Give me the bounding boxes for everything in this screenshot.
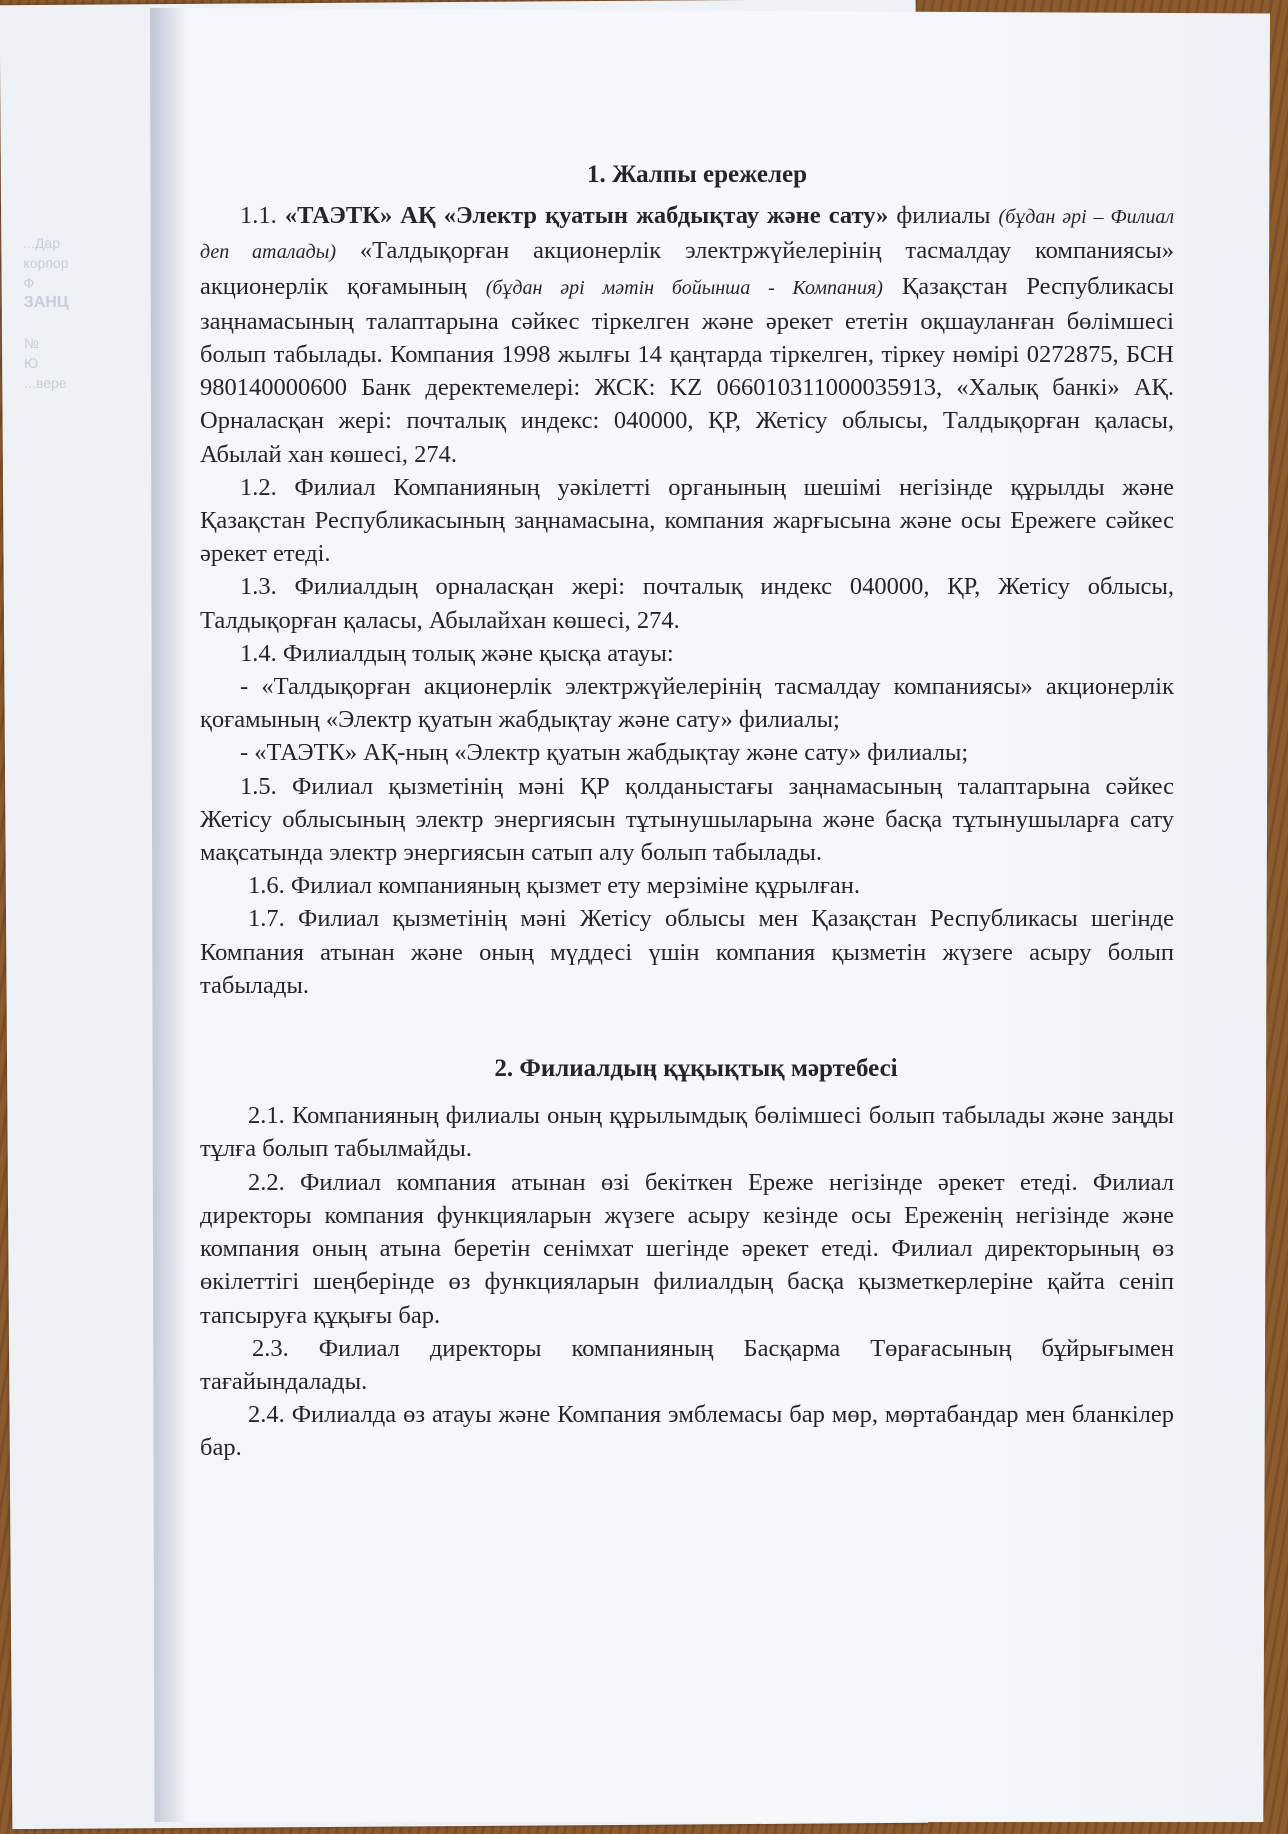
branch-short-name: - «ТАЭТК» АҚ-ның «Электр қуатын жабдықтау және сату» филиалы;	[240, 739, 969, 767]
italic-note: (бұдан әрі – Филиал деп аталады)	[200, 206, 1175, 264]
paragraph-1-1	[200, 199, 1174, 471]
paragraph-1-2: 1.2. Филиал Компанияның уәкілетті органының шешімі негізінде құрылды және Қазақстан Республикасының заңнамасына, компания жарғысына және осы Ережеге сәйкес әрекет етеді.	[200, 473, 1174, 568]
paragraph-1-7: 1.7. Филиал қызметінің мәні Жетісу облысы мен Қазақстан Республикасы шегінде Компания атынан және оның мүддесі үшін компания қызметін жүзеге асыру болып табылады.	[200, 905, 1174, 999]
paragraph-text: филиалы	[896, 202, 991, 230]
paragraph-text: «Талдықорған акционерлік электржүйелерінің тасмалдау компаниясы» акционерлік қоғамының	[200, 237, 1175, 300]
stamp-line: ...Дар	[23, 234, 61, 252]
paragraph-1-3: 1.3. Филиалдың орналасқан жері: почталық индекс 040000, ҚР, Жетісу облысы, Талдықорған қаласы, Абылайхан көшесі, 274.	[200, 573, 1174, 634]
paragraph-2-1: 2.1. Компанияның филиалы оның құрылымдық бөлімшесі болып табылады және заңды тұлға болып табылмайды.	[200, 1102, 1174, 1163]
paragraph-2-4: 2.4. Филиалда өз атауы және Компания эмблемасы бар мөр, мөртабандар мен бланкілер бар.	[200, 1401, 1174, 1462]
paragraph-1-6: 1.6. Филиал компанияның қызмет ету мерзіміне құрылған.	[248, 872, 860, 900]
paragraph-text: Қазақстан Республикасы заңнамасының талаптарына сәйкес тіркелген және әрекет ететін оқшауланған бөлімшесі болып табылады. Компания 1998 жылғы 14 қаңтарда тіркелген, тіркеу нөмірі 0272875, БСН 980140000600 Банк деректемелері: ЖСК: KZ 066010311000035913, «Халық банкі» АҚ. Орналасқан жері: почталық индекс: 040000, ҚР, Жетісу облысы, Талдықорған қаласы, Абылай хан көшесі, 274.	[200, 272, 1174, 468]
italic-note: (бұдан әрі мәтін бойынша - Компания)	[485, 276, 883, 299]
document-content	[200, 158, 1174, 1465]
faded-stamp	[23, 233, 84, 393]
stamp-line: №	[23, 334, 40, 352]
stamp-line: Ю	[24, 354, 39, 372]
stamp-line: ...вере	[24, 374, 67, 392]
stamp-line: корпор	[23, 254, 69, 272]
stamp-line: Ф	[23, 274, 35, 292]
branch-full-name: - «Талдықорған акционерлік электржүйелерінің тасмалдау компаниясы» акционерлік қоғамының «Электр қуатын жабдықтау және сату» филиалы;	[200, 673, 1174, 734]
branch-bold-name: «ТАЭТК» АҚ «Электр қуатын жабдықтау және сату»	[284, 202, 889, 230]
paragraph-1-4: 1.4. Филиалдың толық және қысқа атауы:	[240, 639, 674, 667]
page-fold-shadow	[150, 8, 186, 1822]
section-1-title: 1. Жалпы ережелер	[586, 161, 808, 188]
paragraph-2-2: 2.2. Филиал компания атынан өзі бекіткен Ереже негізінде әрекет етеді. Филиал директоры компания функцияларын жүзеге асыру кезінде осы Ереженің негізінде және компания оның атына беретін сенімхат шегінде әрекет етеді. Филиал директорының өз өкілеттігі шеңберінде өз функцияларын филиалдың басқа қызметкерлеріне қайта сеніп тапсыруға құқығы бар.	[200, 1168, 1174, 1329]
section-2-title: 2. Филиалдың құқықтық мәртебесі	[494, 1055, 898, 1083]
stamp-line: ЗАНЦ	[23, 293, 69, 312]
paragraph-number: 1.1.	[240, 202, 277, 230]
paragraph-2-3: 2.3. Филиал директоры компанияның Басқарма Төрағасының бұйрығымен тағайындалады.	[200, 1334, 1174, 1395]
paragraph-1-5: 1.5. Филиал қызметінің мәні ҚР қолданыстағы заңнамасының талаптарына сәйкес Жетісу облысының электр энергиясын тұтынушыларына және басқа тұтынушыларға сату мақсатында электр энергиясын сатып алу болып табылады.	[200, 772, 1174, 867]
